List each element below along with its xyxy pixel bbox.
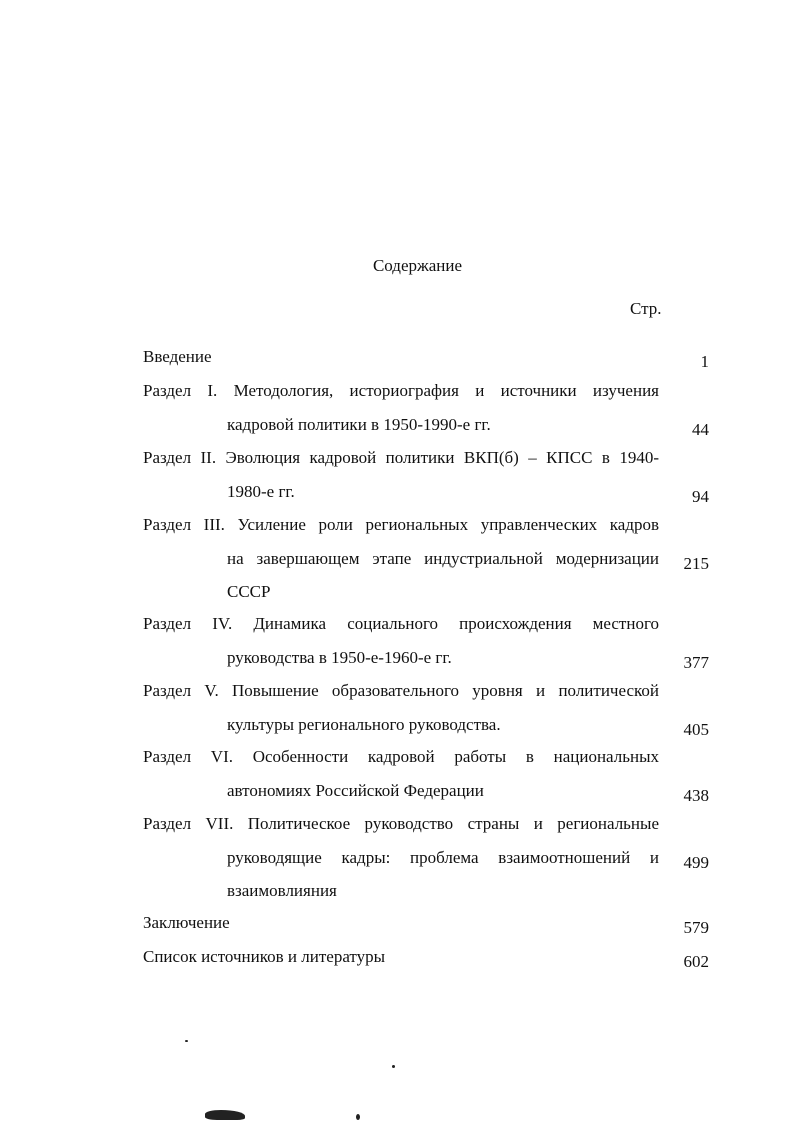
toc-entry-line: Раздел IV. Динамика социального происхождения местного: [143, 614, 659, 633]
toc-page-number: 405: [683, 719, 709, 739]
toc-page-number: 499: [683, 852, 709, 872]
toc-entry-line: Введение: [143, 347, 212, 366]
scan-speck: [392, 1065, 395, 1068]
toc-entry-line: культуры регионального руководства.: [227, 714, 501, 734]
toc-entry-line: Список источников и литературы: [143, 947, 386, 966]
toc-page-number: 44: [692, 419, 709, 439]
toc-entry-line: Раздел III. Усиление роли региональных управленческих кадров: [143, 515, 659, 534]
toc-entry-line: Раздел II. Эволюция кадровой политики ВКП(б) – КПСС в 1940-: [143, 448, 659, 467]
toc-entry-line: Раздел I. Методология, историография и источники изучения: [143, 381, 659, 400]
toc-entry-line: автономиях Российской Федерации: [227, 780, 484, 800]
toc-entry-line: Раздел VII. Политическое руководство страны и региональные: [143, 814, 659, 833]
toc-entry-line: взаимовлияния: [227, 881, 337, 900]
scan-speck: [185, 1040, 188, 1042]
toc-entry-line: руководства в 1950-е-1960-е гг.: [227, 647, 452, 667]
scan-speck: [356, 1114, 360, 1120]
toc-entry-line: руководящие кадры: проблема взаимоотношений и: [227, 847, 659, 867]
toc-entry-line: кадровой политики в 1950-1990-е гг.: [227, 414, 491, 434]
toc-entry-line: Раздел V. Повышение образовательного уровня и политической: [143, 681, 659, 700]
page-title: Содержание: [372, 256, 463, 275]
toc-page-number: 602: [683, 952, 709, 971]
toc-entry-line: Раздел VI. Особенности кадровой работы в национальных: [143, 747, 659, 766]
toc-page-number: 1: [700, 352, 709, 371]
toc-entry-line: 1980-е гг.: [227, 481, 295, 501]
toc-page-number: 579: [683, 918, 709, 937]
toc-page-number: 215: [683, 553, 709, 573]
toc-entry-line: СССР: [227, 582, 271, 601]
toc-page-number: 377: [683, 652, 709, 672]
toc-entry-line: на завершающем этапе индустриальной модернизации: [227, 548, 659, 568]
scan-speck: [205, 1110, 245, 1120]
page-column-label: Стр.: [630, 299, 662, 318]
toc-page-number: 438: [683, 785, 709, 805]
toc-entry-line: Заключение: [143, 913, 230, 932]
toc-page-number: 94: [692, 486, 709, 506]
